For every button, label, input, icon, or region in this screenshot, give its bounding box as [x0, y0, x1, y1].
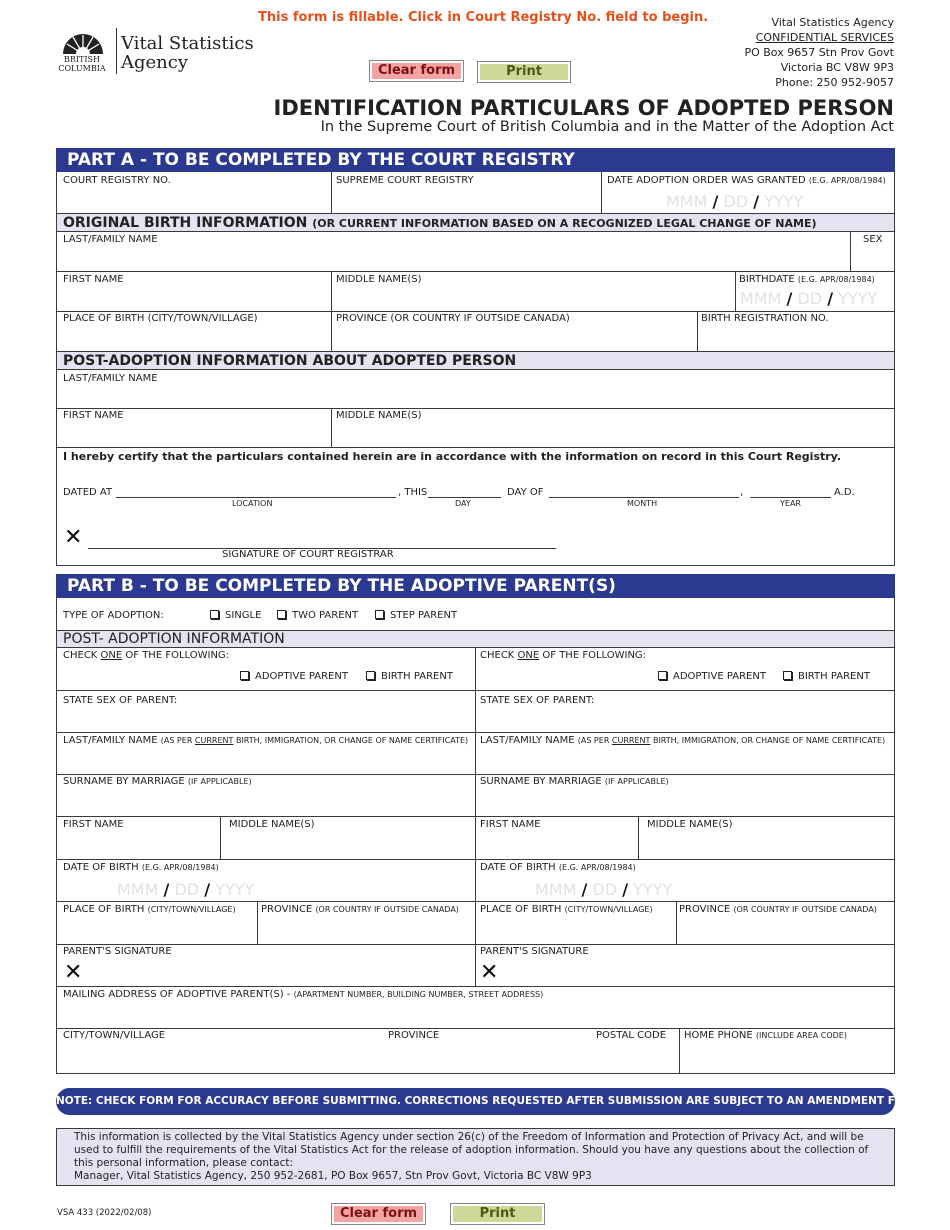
logo-name-line1: Vital Statistics: [121, 33, 254, 54]
p1-last-name-field[interactable]: [57, 747, 474, 772]
p2-place-of-birth-field[interactable]: [476, 916, 675, 942]
p1-first-name-field[interactable]: [57, 831, 219, 857]
privacy-notice: [56, 1128, 895, 1186]
original-birth-header: ORIGINAL BIRTH INFORMATION (OR CURRENT INFORMATION BASED ON A RECOGNIZED LEGAL CHANGE OF NAME): [56, 213, 895, 232]
single-checkbox[interactable]: SINGLE: [210, 610, 261, 622]
p1-surname-marriage-label: SURNAME BY MARRIAGE (IF APPLICABLE): [63, 776, 252, 787]
form-title: IDENTIFICATION PARTICULARS OF ADOPTED PERSON: [273, 96, 894, 120]
addr-province-field[interactable]: [384, 1043, 590, 1072]
checkbox-icon: [375, 610, 384, 619]
month-caption: MONTH: [627, 499, 658, 508]
p1-signature-field[interactable]: [90, 958, 474, 984]
home-phone-field[interactable]: [680, 1043, 894, 1072]
orig-first-name-label: FIRST NAME: [63, 274, 124, 285]
agency-dept: CONFIDENTIAL SERVICES: [755, 31, 894, 44]
p2-birth-parent-checkbox[interactable]: BIRTH PARENT: [783, 671, 870, 683]
p2-province-field[interactable]: [677, 916, 894, 942]
sex-label: SEX: [863, 234, 883, 245]
birth-reg-no-field[interactable]: [698, 326, 894, 350]
p2-middle-names-field[interactable]: [639, 831, 894, 857]
location-caption: LOCATION: [232, 499, 273, 508]
birthdate-field[interactable]: MMM / DD / YYYY: [740, 289, 878, 308]
checkbox-icon: [783, 671, 792, 680]
p2-dob-field[interactable]: MMM / DD / YYYY: [535, 880, 673, 899]
clear-form-button[interactable]: Clear form: [369, 60, 464, 82]
p2-check-one-label: CHECK ONE OF THE FOLLOWING:: [480, 650, 647, 661]
p1-middle-names-label: MIDDLE NAME(S): [229, 819, 315, 830]
agency-phone: Phone: 250 952-9057: [775, 76, 894, 89]
home-phone-label: HOME PHONE (INCLUDE AREA CODE): [684, 1030, 847, 1041]
checkbox-icon: [658, 671, 667, 680]
registrar-signature-x-icon: ✕: [64, 525, 83, 550]
form-subtitle: In the Supreme Court of British Columbia and in the Matter of the Adoption Act: [320, 119, 894, 135]
city-label: CITY/TOWN/VILLAGE: [63, 1030, 166, 1041]
orig-middle-names-label: MIDDLE NAME(S): [336, 274, 422, 285]
p1-province-label: PROVINCE (OR COUNTRY IF OUTSIDE CANADA): [261, 904, 459, 915]
orig-middle-names-field[interactable]: [332, 286, 732, 310]
p2-state-sex-label: STATE SEX OF PARENT:: [480, 695, 595, 706]
supreme-court-registry-field[interactable]: [332, 187, 600, 213]
p2-last-name-label: LAST/FAMILY NAME (AS PER CURRENT BIRTH, IMMIGRATION, OR CHANGE OF NAME CERTIFICATE): [480, 735, 886, 746]
post-middle-names-field[interactable]: [332, 422, 894, 446]
court-registry-no-label: COURT REGISTRY NO.: [63, 175, 171, 186]
p1-dob-label: DATE OF BIRTH (E.G. APR/08/1984): [63, 862, 219, 873]
form-id: VSA 433 (2022/02/08): [57, 1208, 152, 1218]
place-of-birth-label: PLACE OF BIRTH (CITY/TOWN/VILLAGE): [63, 313, 258, 324]
mailing-address-field[interactable]: [57, 1002, 894, 1026]
checkbox-icon: [277, 610, 286, 619]
post-middle-names-label: MIDDLE NAME(S): [336, 410, 422, 421]
post-first-name-field[interactable]: [57, 422, 330, 446]
mailing-address-label: MAILING ADDRESS OF ADOPTIVE PARENT(S) - (APARTMENT NUMBER, BUILDING NUMBER, STREET ADDRESS): [63, 989, 544, 1000]
registrar-signature-label: SIGNATURE OF COURT REGISTRAR: [222, 549, 394, 560]
date-adoption-order-label: DATE ADOPTION ORDER WAS GRANTED (E.G. APR/08/1984): [607, 175, 886, 186]
postal-code-label: POSTAL CODE: [596, 1030, 667, 1041]
footer-print-button[interactable]: Print: [450, 1203, 545, 1225]
day-of-label: DAY OF: [507, 487, 544, 498]
p1-surname-marriage-field[interactable]: [57, 788, 474, 814]
p1-middle-names-field[interactable]: [221, 831, 474, 857]
p2-place-of-birth-label: PLACE OF BIRTH (CITY/TOWN/VILLAGE): [480, 904, 653, 915]
post-adoption-header: POST-ADOPTION INFORMATION ABOUT ADOPTED PERSON: [56, 351, 895, 370]
p1-last-name-label: LAST/FAMILY NAME (AS PER CURRENT BIRTH, IMMIGRATION, OR CHANGE OF NAME CERTIFICATE): [63, 735, 469, 746]
p1-adoptive-parent-checkbox[interactable]: ADOPTIVE PARENT: [240, 671, 348, 683]
p2-middle-names-label: MIDDLE NAME(S): [647, 819, 733, 830]
p1-first-name-label: FIRST NAME: [63, 819, 124, 830]
year-caption: YEAR: [780, 499, 801, 508]
p2-signature-field[interactable]: [506, 958, 894, 984]
p2-surname-marriage-field[interactable]: [476, 788, 894, 814]
date-adoption-order-field[interactable]: MMM / DD / YYYY: [666, 192, 804, 211]
place-of-birth-field[interactable]: [57, 326, 330, 350]
this-label: , THIS: [398, 487, 428, 498]
p2-dob-label: DATE OF BIRTH (E.G. APR/08/1984): [480, 862, 636, 873]
p1-birth-parent-checkbox[interactable]: BIRTH PARENT: [366, 671, 453, 683]
comma-label: ,: [740, 487, 744, 498]
two-parent-checkbox[interactable]: TWO PARENT: [277, 610, 358, 622]
postal-code-field[interactable]: [592, 1043, 678, 1072]
bc-sun-icon: [58, 26, 108, 56]
agency-address1: PO Box 9657 Stn Prov Govt: [744, 46, 894, 59]
p2-last-name-field[interactable]: [476, 747, 894, 772]
addr-province-label: PROVINCE: [388, 1030, 440, 1041]
p1-province-field[interactable]: [258, 916, 474, 942]
fillable-notice: This form is fillable. Click in Court Registry No. field to begin.: [258, 10, 709, 25]
logo-name-line2: Agency: [121, 52, 189, 73]
p1-state-sex-field[interactable]: [57, 707, 474, 731]
post-first-name-label: FIRST NAME: [63, 410, 124, 421]
p1-check-one-label: CHECK ONE OF THE FOLLOWING:: [63, 650, 230, 661]
court-registry-no-field[interactable]: [57, 187, 330, 213]
privacy-contact: Manager, Vital Statistics Agency, 250 952-2681, PO Box 9657, Stn Prov Govt, Victoria BC V8W 9P3: [74, 1170, 592, 1182]
ad-label: A.D.: [834, 487, 855, 498]
orig-first-name-field[interactable]: [57, 286, 330, 310]
bc-logo: [56, 26, 254, 76]
dated-at-label: DATED AT: [63, 487, 113, 498]
post-adoption-info-header: POST- ADOPTION INFORMATION: [56, 630, 895, 648]
p2-first-name-label: FIRST NAME: [480, 819, 541, 830]
agency-address2: Victoria BC V8W 9P3: [780, 61, 894, 74]
province-field[interactable]: [332, 326, 696, 350]
type-of-adoption-label: TYPE OF ADOPTION:: [63, 610, 164, 621]
agency-address: [700, 15, 894, 90]
part-b-banner: PART B - TO BE COMPLETED BY THE ADOPTIVE PARENT(S): [56, 574, 895, 598]
p2-surname-marriage-label: SURNAME BY MARRIAGE (IF APPLICABLE): [480, 776, 669, 787]
footer-clear-form-button[interactable]: Clear form: [331, 1203, 426, 1225]
agency-name: Vital Statistics Agency: [771, 16, 894, 29]
p1-signature-x-icon: ✕: [64, 960, 83, 985]
day-caption: DAY: [455, 499, 471, 508]
print-button[interactable]: Print: [477, 61, 571, 83]
logo-province: BRITISH COLUMBIA: [58, 55, 106, 73]
certify-statement: I hereby certify that the particulars contained herein are in accordance with the information on record in this Court Registry.: [63, 450, 842, 463]
privacy-text: This information is collected by the Vital Statistics Agency under section 26(c) of the Freedom of Information and Protection of Privacy Act, and will be used to fulfill the requirements of the Vital Statistics Act for the release of adoption information. Should you have any questions about the collection of this personal information, please contact:: [74, 1131, 869, 1169]
post-last-name-field[interactable]: [57, 385, 894, 407]
checkbox-icon: [240, 671, 249, 680]
birthdate-label: BIRTHDATE (E.G. APR/08/1984): [739, 274, 875, 285]
city-field[interactable]: [57, 1043, 382, 1072]
supreme-court-registry-label: SUPREME COURT REGISTRY: [336, 175, 474, 186]
province-label: PROVINCE (OR COUNTRY IF OUTSIDE CANADA): [336, 313, 570, 324]
p1-dob-field[interactable]: MMM / DD / YYYY: [117, 880, 255, 899]
checkbox-icon: [366, 671, 375, 680]
post-last-name-label: LAST/FAMILY NAME: [63, 373, 158, 384]
p1-place-of-birth-label: PLACE OF BIRTH (CITY/TOWN/VILLAGE): [63, 904, 236, 915]
p2-signature-label: PARENT'S SIGNATURE: [480, 946, 589, 957]
p2-state-sex-field[interactable]: [476, 707, 894, 731]
sex-field[interactable]: [851, 246, 894, 270]
p2-signature-x-icon: ✕: [480, 960, 499, 985]
p2-province-label: PROVINCE (OR COUNTRY IF OUTSIDE CANADA): [679, 904, 877, 915]
orig-last-name-field[interactable]: [57, 246, 849, 270]
part-a-banner: PART A - TO BE COMPLETED BY THE COURT REGISTRY: [56, 148, 895, 172]
p1-state-sex-label: STATE SEX OF PARENT:: [63, 695, 178, 706]
p1-signature-label: PARENT'S SIGNATURE: [63, 946, 172, 957]
accuracy-note: NOTE: CHECK FORM FOR ACCURACY BEFORE SUBMITTING. CORRECTIONS REQUESTED AFTER SUBMISSION ARE SUBJECT TO AN AMENDMENT FEE.: [56, 1088, 895, 1115]
p2-adoptive-parent-checkbox[interactable]: ADOPTIVE PARENT: [658, 671, 766, 683]
step-parent-checkbox[interactable]: STEP PARENT: [375, 610, 457, 622]
checkbox-icon: [210, 610, 219, 619]
p2-first-name-field[interactable]: [476, 831, 637, 857]
orig-last-name-label: LAST/FAMILY NAME: [63, 234, 158, 245]
p1-place-of-birth-field[interactable]: [57, 916, 256, 942]
birth-reg-no-label: BIRTH REGISTRATION NO.: [701, 313, 829, 324]
logo-divider: [116, 28, 117, 74]
